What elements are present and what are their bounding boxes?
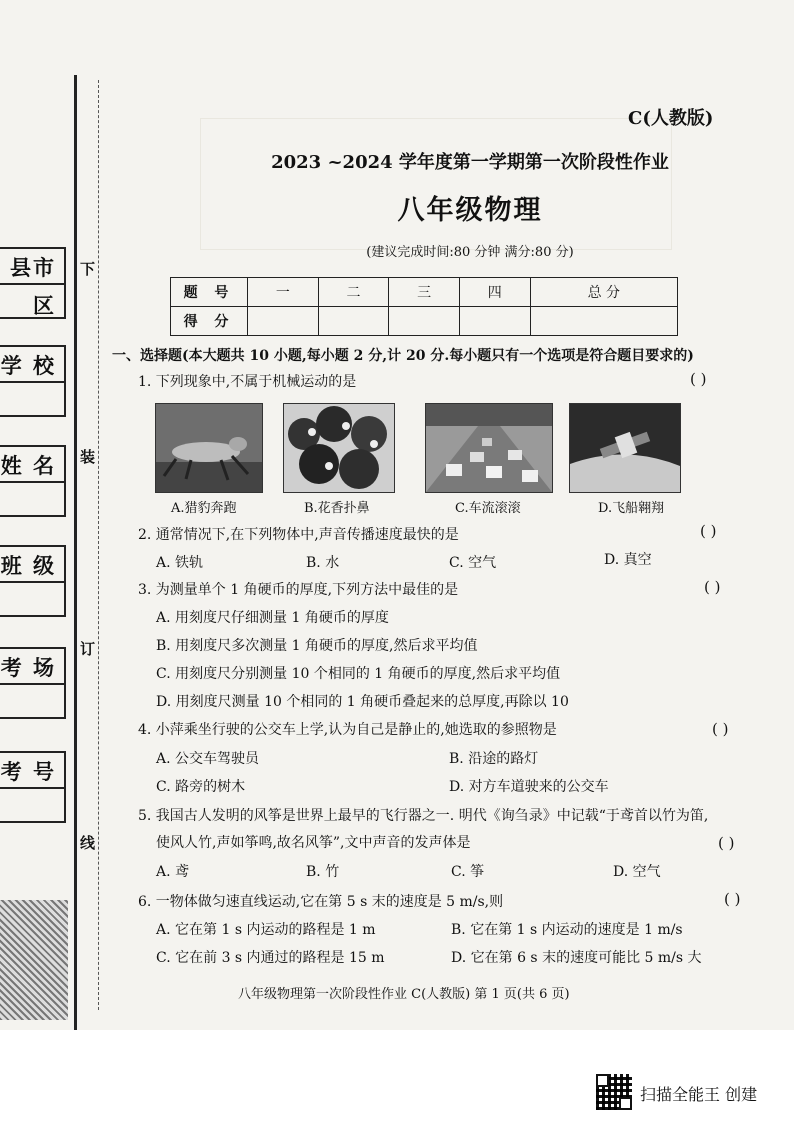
score-table-row [171, 307, 678, 336]
score-cell[interactable] [530, 307, 677, 336]
option-label: D. 对方车道驶来的公交车 [449, 779, 609, 795]
field-school-blank [0, 383, 66, 417]
photo-spaceship [569, 403, 681, 493]
qr-code-icon [596, 1074, 632, 1110]
option-label: C.车流滚滚 [455, 501, 521, 516]
binding-strip [0, 75, 77, 1030]
option-label: B. 它在第 1 s 内运动的速度是 1 m/s [451, 922, 683, 938]
option-label: D. 真空 [604, 552, 652, 568]
option-label: D.飞船翱翔 [598, 501, 665, 516]
option-label: B.花香扑鼻 [304, 501, 370, 516]
option-label: C. 空气 [449, 555, 497, 571]
field-class-blank [0, 583, 66, 617]
time-info: (建议完成时间:80 分钟 满分:80 分) [366, 245, 574, 260]
score-header-cell: 一 [248, 278, 319, 307]
field-exam-room: 考 场 [0, 647, 66, 685]
score-table-row [171, 278, 678, 307]
scanner-watermark-text: 扫描全能王 创建 [640, 1085, 758, 1104]
question-stem: 5. 我国古人发明的风筝是世界上最早的飞行器之一. 明代《询刍录》中记载“于鸢首以竹为笛, [138, 808, 709, 824]
option-label: D. 空气 [613, 864, 661, 880]
score-header-cell: 三 [389, 278, 460, 307]
score-header-cell: 二 [318, 278, 389, 307]
field-name: 姓 名 [0, 445, 66, 483]
option-label: B. 水 [306, 555, 340, 571]
field-school: 学 校 [0, 345, 66, 383]
option-label: A. 铁轨 [156, 555, 204, 571]
question-stem: 1. 下列现象中,不属于机械运动的是 [138, 374, 357, 390]
field-county-blank [0, 285, 66, 319]
field-name-blank [0, 483, 66, 517]
question-stem: 3. 为测量单个 1 角硬币的厚度,下列方法中最佳的是 [138, 582, 459, 598]
field-county: 县市区 [0, 247, 66, 285]
answer-paren[interactable]: ( ) [690, 370, 707, 388]
seal-mark-1: 下 [80, 260, 96, 278]
score-cell[interactable] [459, 307, 530, 336]
question-stem: 6. 一物体做匀速直线运动,它在第 5 s 末的速度是 5 m/s,则 [138, 894, 504, 910]
seal-dashed-line [98, 80, 99, 1010]
page-footer: 八年级物理第一次阶段性作业 C(人教版) 第 1 页(共 6 页) [238, 987, 570, 1002]
field-exam-number: 考 号 [0, 751, 66, 789]
answer-paren[interactable]: ( ) [724, 890, 741, 908]
field-class: 班 级 [0, 545, 66, 583]
option-label: A. 鸢 [156, 864, 190, 880]
score-header-cell: 四 [459, 278, 530, 307]
seal-mark-2: 装 [80, 448, 96, 466]
edition-label: C(人教版) [628, 108, 714, 129]
option-label: A.猎豹奔跑 [171, 501, 237, 516]
strip-scan-pattern [0, 900, 68, 1020]
field-exam-number-blank [0, 789, 66, 823]
photo-traffic [425, 403, 553, 493]
photo-cheetah [155, 403, 263, 493]
option-label: A. 它在第 1 s 内运动的路程是 1 m [156, 922, 376, 938]
option-label: A. 公交车驾驶员 [156, 751, 260, 767]
option-label: B. 沿途的路灯 [449, 751, 539, 767]
score-cell[interactable] [318, 307, 389, 336]
score-cell[interactable] [248, 307, 319, 336]
option-label: C. 路旁的树木 [156, 779, 246, 795]
seal-mark-4: 线 [80, 834, 96, 852]
option-label: C. 它在前 3 s 内通过的路程是 15 m [156, 950, 385, 966]
answer-paren[interactable]: ( ) [700, 522, 717, 540]
option-label: C. 用刻度尺分别测量 10 个相同的 1 角硬币的厚度,然后求平均值 [156, 666, 561, 682]
question-stem: 2. 通常情况下,在下列物体中,声音传播速度最快的是 [138, 527, 459, 543]
answer-paren[interactable]: ( ) [704, 578, 721, 596]
option-label: A. 用刻度尺仔细测量 1 角硬币的厚度 [156, 610, 389, 626]
option-label: B. 竹 [306, 864, 340, 880]
answer-paren[interactable]: ( ) [718, 834, 735, 852]
subject-title: 八年级物理 [397, 195, 543, 226]
option-label: B. 用刻度尺多次测量 1 角硬币的厚度,然后求平均值 [156, 638, 478, 654]
section-title: 一、选择题(本大题共 10 小题,每小题 2 分,计 20 分.每小题只有一个选项是符合题目要求的) [112, 348, 694, 364]
score-row-label: 得 分 [171, 307, 248, 336]
score-header-label: 题 号 [171, 278, 248, 307]
option-label: D. 用刻度尺测量 10 个相同的 1 角硬币叠起来的总厚度,再除以 10 [156, 694, 569, 710]
question-stem-continued: 使风人竹,声如筝鸣,故名风筝”,文中声音的发声体是 [156, 835, 471, 851]
field-exam-room-blank [0, 685, 66, 719]
answer-paren[interactable]: ( ) [712, 720, 729, 738]
score-cell[interactable] [389, 307, 460, 336]
option-label: D. 它在第 6 s 末的速度可能比 5 m/s 大 [451, 950, 702, 966]
score-header-cell: 总 分 [530, 278, 677, 307]
bleed-through-shadow [200, 118, 672, 250]
question-stem: 4. 小萍乘坐行驶的公交车上学,认为自己是静止的,她选取的参照物是 [138, 722, 557, 738]
exam-title: 2023 ~2024 学年度第一学期第一次阶段性作业 [271, 152, 669, 173]
score-table [170, 277, 678, 336]
photo-flowers [283, 403, 395, 493]
option-label: C. 筝 [451, 864, 485, 880]
seal-mark-3: 订 [80, 640, 96, 658]
